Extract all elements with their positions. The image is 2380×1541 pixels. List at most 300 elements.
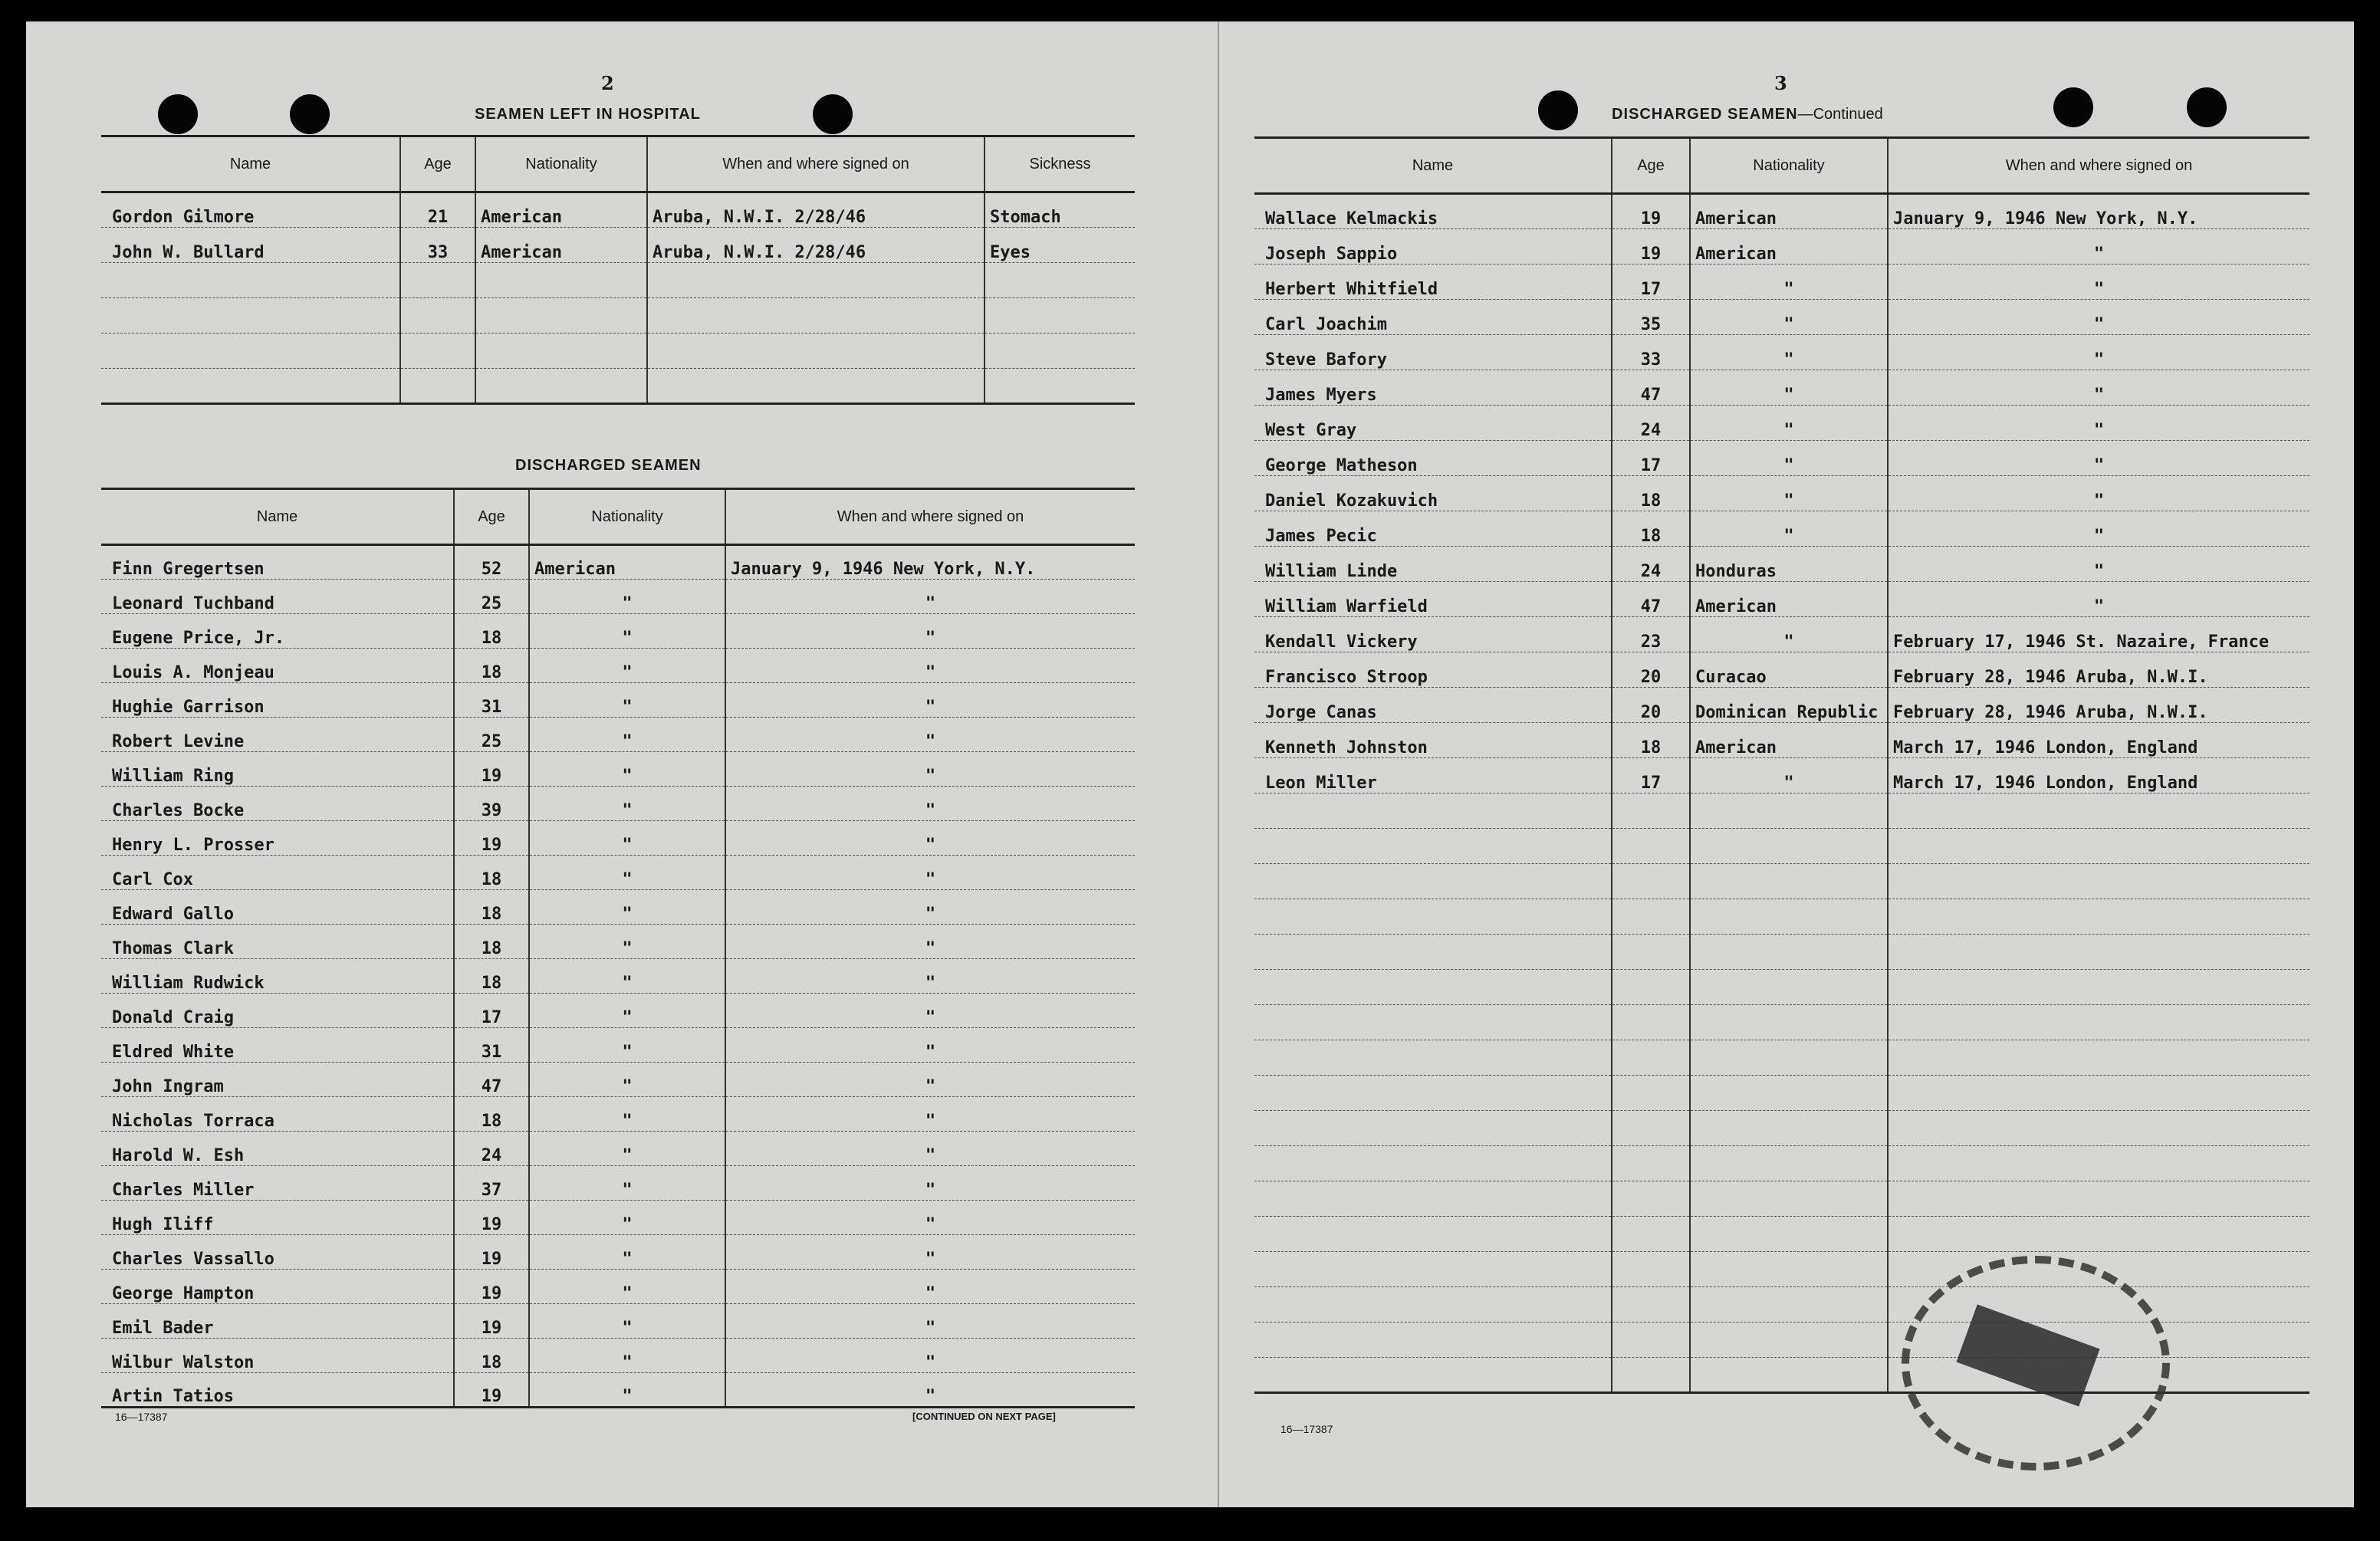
table-row: [1254, 723, 2309, 758]
table-cell: 47: [454, 1063, 529, 1097]
table-cell: Eugene Price, Jr.: [101, 614, 454, 649]
table-cell: ": [725, 787, 1135, 821]
table-row: [101, 1132, 1135, 1166]
table-cell: ": [529, 1097, 725, 1132]
table-cell: February 17, 1946 St. Nazaire, France: [1888, 617, 2309, 652]
table-cell: ": [725, 1304, 1135, 1339]
blank-row: [1254, 899, 2309, 935]
table-cell: 33: [400, 228, 475, 263]
table-cell: James Myers: [1254, 370, 1612, 406]
table-cell: George Matheson: [1254, 441, 1612, 476]
table-cell: Charles Bocke: [101, 787, 454, 821]
table-cell: Nicholas Torraca: [101, 1097, 454, 1132]
table-cell: Wallace Kelmackis: [1254, 194, 1612, 229]
table-cell: 19: [1612, 194, 1690, 229]
blank-row: [1254, 970, 2309, 1005]
punch-hole: [1538, 90, 1578, 130]
table-cell: [1254, 1287, 1612, 1322]
table-cell: William Ring: [101, 752, 454, 787]
table-cell: [1612, 829, 1690, 864]
punch-hole: [2187, 87, 2227, 127]
table-cell: [1690, 1217, 1888, 1252]
table-row: [101, 192, 1135, 228]
table-cell: 25: [454, 718, 529, 752]
table-cell: ": [1888, 406, 2309, 441]
table-cell: [647, 334, 985, 369]
hospital-section-title: SEAMEN LEFT IN HOSPITAL: [475, 106, 701, 123]
table-cell: ": [725, 649, 1135, 683]
table-cell: ": [1888, 547, 2309, 582]
table-cell: ": [529, 1270, 725, 1304]
table-cell: 24: [454, 1132, 529, 1166]
table-cell: [1888, 1217, 2309, 1252]
blank-row: [1254, 829, 2309, 864]
table-cell: [1888, 899, 2309, 935]
table-cell: Wilbur Walston: [101, 1339, 454, 1373]
blank-row: [1254, 1217, 2309, 1252]
table-cell: ": [1888, 441, 2309, 476]
table-cell: 17: [1612, 758, 1690, 794]
table-cell: [1612, 1217, 1690, 1252]
table-cell: 17: [1612, 441, 1690, 476]
table-cell: [1254, 794, 1612, 829]
table-cell: 18: [454, 1097, 529, 1132]
right-page: [1219, 21, 2354, 1507]
table-cell: ": [725, 1339, 1135, 1373]
table-cell: [101, 369, 400, 404]
table-cell: Edward Gallo: [101, 890, 454, 925]
table-row: [101, 545, 1135, 580]
table-cell: ": [1690, 335, 1888, 370]
table-cell: Hughie Garrison: [101, 683, 454, 718]
table-cell: Steve Bafory: [1254, 335, 1612, 370]
table-cell: ": [1690, 758, 1888, 794]
table-cell: [1254, 935, 1612, 970]
table-row: [101, 580, 1135, 614]
column-header: Name: [1254, 138, 1612, 194]
table-cell: [1612, 970, 1690, 1005]
table-cell: ": [725, 718, 1135, 752]
table-cell: Leonard Tuchband: [101, 580, 454, 614]
table-cell: March 17, 1946 London, England: [1888, 723, 2309, 758]
table-cell: [1612, 935, 1690, 970]
table-cell: [1888, 1181, 2309, 1217]
table-cell: 18: [1612, 476, 1690, 511]
table-cell: Honduras: [1690, 547, 1888, 582]
table-cell: ": [1888, 264, 2309, 300]
table-cell: February 28, 1946 Aruba, N.W.I.: [1888, 652, 2309, 688]
table-cell: American: [1690, 582, 1888, 617]
table-cell: 19: [454, 821, 529, 856]
table-cell: [475, 369, 647, 404]
table-cell: [647, 263, 985, 298]
table-cell: [400, 263, 475, 298]
table-cell: Kendall Vickery: [1254, 617, 1612, 652]
table-row: [1254, 264, 2309, 300]
table-row: [101, 1270, 1135, 1304]
table-cell: 47: [1612, 582, 1690, 617]
table-cell: 17: [454, 994, 529, 1028]
section-title-main: DISCHARGED SEAMEN: [1612, 106, 1798, 123]
table-cell: ": [725, 683, 1135, 718]
table-cell: Henry L. Prosser: [101, 821, 454, 856]
table-cell: Joseph Sappio: [1254, 229, 1612, 264]
table-cell: Aruba, N.W.I. 2/28/46: [647, 228, 985, 263]
table-cell: Thomas Clark: [101, 925, 454, 959]
table-cell: ": [725, 1235, 1135, 1270]
table-cell: [1612, 1287, 1690, 1322]
punch-hole: [2053, 87, 2093, 127]
table-cell: [1254, 970, 1612, 1005]
column-header: Name: [101, 136, 400, 192]
table-cell: Charles Miller: [101, 1166, 454, 1201]
table-cell: 19: [454, 1270, 529, 1304]
table-cell: [1612, 1040, 1690, 1076]
table-cell: Robert Levine: [101, 718, 454, 752]
table-cell: [1888, 1040, 2309, 1076]
table-cell: [985, 369, 1135, 404]
blank-row: [1254, 935, 2309, 970]
table-cell: [1612, 1146, 1690, 1181]
table-cell: ": [529, 959, 725, 994]
table-cell: [475, 298, 647, 334]
table-cell: [985, 263, 1135, 298]
table-cell: American: [1690, 723, 1888, 758]
table-cell: 17: [1612, 264, 1690, 300]
left-page: [26, 21, 1219, 1507]
table-cell: Dominican Republic: [1690, 688, 1888, 723]
table-cell: 19: [1612, 229, 1690, 264]
column-header: When and where signed on: [725, 489, 1135, 545]
table-cell: ": [725, 1132, 1135, 1166]
table-cell: [1612, 794, 1690, 829]
table-cell: ": [529, 1132, 725, 1166]
table-cell: Donald Craig: [101, 994, 454, 1028]
blank-row: [101, 334, 1135, 369]
table-cell: [1690, 864, 1888, 899]
table-cell: [1612, 1252, 1690, 1287]
table-cell: ": [529, 683, 725, 718]
table-cell: Aruba, N.W.I. 2/28/46: [647, 192, 985, 228]
table-cell: [1690, 970, 1888, 1005]
blank-row: [1254, 1111, 2309, 1146]
table-cell: ": [529, 1304, 725, 1339]
table-cell: 18: [454, 1339, 529, 1373]
table-cell: ": [1690, 370, 1888, 406]
table-cell: ": [529, 994, 725, 1028]
table-cell: [1888, 1111, 2309, 1146]
table-row: [1254, 335, 2309, 370]
form-number: 16—17387: [1280, 1423, 1333, 1435]
table-cell: [1612, 899, 1690, 935]
table-cell: [1254, 899, 1612, 935]
table-cell: [1888, 794, 2309, 829]
table-cell: [1612, 1358, 1690, 1393]
table-row: [1254, 229, 2309, 264]
table-cell: January 9, 1946 New York, N.Y.: [725, 545, 1135, 580]
table-cell: Curacao: [1690, 652, 1888, 688]
table-cell: ": [725, 580, 1135, 614]
table-cell: ": [725, 1201, 1135, 1235]
table-cell: 18: [454, 649, 529, 683]
table-cell: ": [529, 718, 725, 752]
table-cell: [1690, 1076, 1888, 1111]
table-cell: 37: [454, 1166, 529, 1201]
table-cell: [101, 334, 400, 369]
table-cell: [1612, 1322, 1690, 1358]
table-row: [1254, 406, 2309, 441]
blank-row: [1254, 794, 2309, 829]
table-cell: [647, 298, 985, 334]
table-cell: ": [529, 1235, 725, 1270]
table-cell: 31: [454, 683, 529, 718]
table-cell: [1254, 1146, 1612, 1181]
table-cell: ": [1888, 370, 2309, 406]
table-cell: Stomach: [985, 192, 1135, 228]
table-row: [101, 1304, 1135, 1339]
table-cell: [1690, 1252, 1888, 1287]
page-number: 2: [601, 72, 614, 94]
blank-row: [101, 369, 1135, 404]
table-cell: Hugh Iliff: [101, 1201, 454, 1235]
table-cell: 19: [454, 1235, 529, 1270]
table-cell: [1690, 829, 1888, 864]
table-cell: ": [725, 1063, 1135, 1097]
table-cell: [400, 334, 475, 369]
blank-row: [101, 298, 1135, 334]
discharged-table: [101, 488, 1135, 1408]
table-cell: ": [725, 1373, 1135, 1408]
table-cell: [1690, 1358, 1888, 1393]
table-cell: Artin Tatios: [101, 1373, 454, 1408]
table-cell: 47: [1612, 370, 1690, 406]
table-cell: ": [725, 1270, 1135, 1304]
table-row: [1254, 652, 2309, 688]
table-cell: ": [529, 1373, 725, 1408]
table-row: [101, 925, 1135, 959]
table-cell: [1690, 1040, 1888, 1076]
table-cell: ": [725, 856, 1135, 890]
table-cell: [1612, 1076, 1690, 1111]
table-cell: [1254, 1076, 1612, 1111]
table-cell: Finn Gregertsen: [101, 545, 454, 580]
table-cell: 19: [454, 1201, 529, 1235]
table-row: [101, 1235, 1135, 1270]
table-cell: ": [529, 580, 725, 614]
table-cell: ": [725, 890, 1135, 925]
table-cell: John W. Bullard: [101, 228, 400, 263]
table-row: [101, 856, 1135, 890]
table-cell: [1690, 1146, 1888, 1181]
table-row: [1254, 300, 2309, 335]
table-cell: ": [529, 1166, 725, 1201]
table-cell: 39: [454, 787, 529, 821]
table-cell: Leon Miller: [1254, 758, 1612, 794]
table-cell: Francisco Stroop: [1254, 652, 1612, 688]
section-title: [1612, 106, 1883, 123]
table-cell: Charles Vassallo: [101, 1235, 454, 1270]
table-cell: [1690, 1181, 1888, 1217]
table-cell: Harold W. Esh: [101, 1132, 454, 1166]
table-cell: ": [1690, 441, 1888, 476]
table-row: [1254, 582, 2309, 617]
table-cell: ": [725, 1097, 1135, 1132]
table-cell: ": [725, 959, 1135, 994]
table-cell: George Hampton: [101, 1270, 454, 1304]
table-cell: 24: [1612, 547, 1690, 582]
punch-hole: [158, 94, 198, 134]
table-row: [1254, 370, 2309, 406]
table-cell: ": [725, 1166, 1135, 1201]
table-cell: 25: [454, 580, 529, 614]
table-cell: [1254, 1322, 1612, 1358]
table-row: [101, 1373, 1135, 1408]
table-row: [101, 1097, 1135, 1132]
table-cell: [1690, 1287, 1888, 1322]
table-cell: [1254, 1040, 1612, 1076]
blank-row: [1254, 864, 2309, 899]
table-cell: [1888, 1076, 2309, 1111]
table-cell: [985, 334, 1135, 369]
table-cell: ": [1690, 511, 1888, 547]
table-cell: 18: [454, 614, 529, 649]
table-row: [101, 994, 1135, 1028]
table-cell: ": [725, 1028, 1135, 1063]
table-cell: Carl Cox: [101, 856, 454, 890]
table-cell: 18: [454, 959, 529, 994]
table-cell: 19: [454, 1373, 529, 1408]
table-cell: 18: [454, 925, 529, 959]
table-row: [101, 821, 1135, 856]
table-row: [1254, 441, 2309, 476]
table-header-row: [101, 136, 1135, 192]
table-row: [101, 959, 1135, 994]
blank-row: [101, 263, 1135, 298]
blank-row: [1254, 1252, 2309, 1287]
table-row: [101, 752, 1135, 787]
table-cell: Herbert Whitfield: [1254, 264, 1612, 300]
column-header: When and where signed on: [647, 136, 985, 192]
table-cell: [1690, 935, 1888, 970]
table-row: [101, 1339, 1135, 1373]
hospital-table: [101, 135, 1135, 405]
official-seal-stamp: [1902, 1256, 2170, 1470]
blank-row: [1254, 1146, 2309, 1181]
table-cell: William Warfield: [1254, 582, 1612, 617]
table-cell: 19: [454, 1304, 529, 1339]
table-cell: 21: [400, 192, 475, 228]
table-cell: [1690, 1322, 1888, 1358]
section-title-suffix: —Continued: [1797, 106, 1883, 123]
table-cell: [1612, 1005, 1690, 1040]
table-cell: ": [1888, 335, 2309, 370]
table-row: [101, 683, 1135, 718]
table-cell: [985, 298, 1135, 334]
column-header: Nationality: [1690, 138, 1888, 194]
table-row: [101, 1063, 1135, 1097]
table-cell: Eldred White: [101, 1028, 454, 1063]
table-cell: Louis A. Monjeau: [101, 649, 454, 683]
table-cell: 18: [454, 856, 529, 890]
table-cell: ": [529, 856, 725, 890]
table-cell: [475, 334, 647, 369]
table-cell: 18: [1612, 511, 1690, 547]
table-cell: ": [529, 1028, 725, 1063]
table-row: [101, 787, 1135, 821]
table-cell: [1254, 829, 1612, 864]
table-row: [1254, 688, 2309, 723]
table-row: [1254, 194, 2309, 229]
table-cell: 19: [454, 752, 529, 787]
column-header: When and where signed on: [1888, 138, 2309, 194]
table-row: [101, 890, 1135, 925]
blank-row: [1254, 1181, 2309, 1217]
table-cell: Carl Joachim: [1254, 300, 1612, 335]
table-cell: ": [529, 1201, 725, 1235]
table-cell: 18: [454, 890, 529, 925]
column-header: Nationality: [475, 136, 647, 192]
discharged-continued-table: [1254, 136, 2309, 1394]
table-row: [101, 1028, 1135, 1063]
column-header: Age: [400, 136, 475, 192]
table-cell: January 9, 1946 New York, N.Y.: [1888, 194, 2309, 229]
table-row: [1254, 476, 2309, 511]
table-cell: ": [1888, 476, 2309, 511]
table-cell: Daniel Kozakuvich: [1254, 476, 1612, 511]
table-cell: [1888, 935, 2309, 970]
table-cell: [1888, 864, 2309, 899]
table-row: [1254, 547, 2309, 582]
table-cell: ": [529, 1063, 725, 1097]
table-cell: ": [1888, 511, 2309, 547]
table-cell: [1254, 1358, 1612, 1393]
table-cell: William Linde: [1254, 547, 1612, 582]
table-cell: ": [1690, 476, 1888, 511]
table-cell: John Ingram: [101, 1063, 454, 1097]
table-cell: [1690, 1111, 1888, 1146]
table-cell: [1254, 1111, 1612, 1146]
table-cell: [400, 298, 475, 334]
table-cell: [1888, 829, 2309, 864]
table-row: [101, 1166, 1135, 1201]
continued-note: [CONTINUED ON NEXT PAGE]: [912, 1411, 1056, 1422]
table-cell: American: [475, 228, 647, 263]
table-cell: [1254, 864, 1612, 899]
table-cell: ": [529, 614, 725, 649]
blank-row: [1254, 1005, 2309, 1040]
table-cell: American: [475, 192, 647, 228]
table-cell: [1612, 864, 1690, 899]
table-cell: [475, 263, 647, 298]
table-row: [101, 1201, 1135, 1235]
table-cell: March 17, 1946 London, England: [1888, 758, 2309, 794]
table-cell: 52: [454, 545, 529, 580]
table-cell: February 28, 1946 Aruba, N.W.I.: [1888, 688, 2309, 723]
table-cell: ": [1888, 582, 2309, 617]
table-row: [101, 228, 1135, 263]
table-cell: West Gray: [1254, 406, 1612, 441]
table-cell: 31: [454, 1028, 529, 1063]
form-number: 16—17387: [115, 1411, 168, 1423]
column-header: Age: [454, 489, 529, 545]
table-cell: 23: [1612, 617, 1690, 652]
punch-hole: [290, 94, 330, 134]
table-cell: Gordon Gilmore: [101, 192, 400, 228]
table-cell: ": [1888, 229, 2309, 264]
table-row: [101, 614, 1135, 649]
table-header-row: [1254, 138, 2309, 194]
table-cell: ": [725, 925, 1135, 959]
